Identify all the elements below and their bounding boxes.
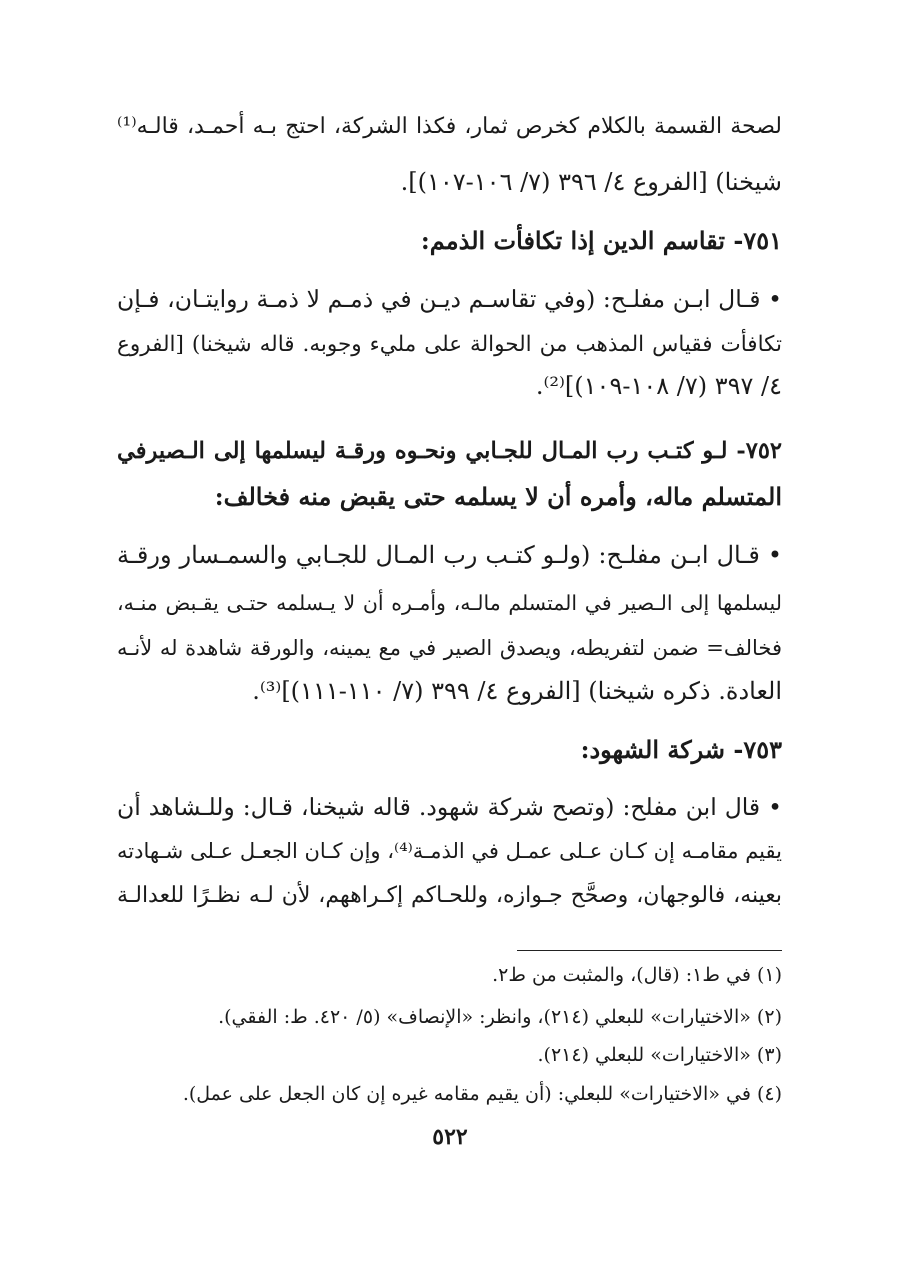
paragraph-line: • قـال ابـن مفلـح: (ولـو كتـب رب المـال للجـابي والسمـسار ورقـة bbox=[117, 541, 782, 569]
paragraph-line: شيخنا) [الفروع ٤/ ٣٩٦ (٧/ ١٠٦-١٠٧)]. bbox=[400, 168, 782, 196]
footnote-2: (٢) «الاختيارات» للبعلي (٢١٤)، وانظر: «الإنصاف» (٥/ ٤٢٠. ط: الفقي). bbox=[218, 1006, 782, 1028]
paragraph-line: بعينه، فالوجهان، وصحَّح جـوازه، وللحـاكم إكـراههم، لأن لـه نظـرًا للعدالـة bbox=[117, 883, 782, 908]
paragraph-line: لصحة القسمة بالكلام كخرص ثمار، فكذا الشركة، احتج بـه أحمـد، قالـه⁽¹⁾ bbox=[117, 114, 782, 139]
paragraph-line: فخالف= ضمن لتفريطه، ويصدق الصير في مع يمينه، والورقة شاهدة له لأنـه bbox=[117, 636, 782, 660]
section-heading-753: ٧٥٣- شركة الشهود: bbox=[580, 735, 782, 764]
footnote-1: (١) في ط١: (قال)، والمثبت من ط٢. bbox=[492, 964, 782, 986]
footnote-4: (٤) في «الاختيارات» للبعلي: (أن يقيم مقامه غيره إن كان الجعل على عمل). bbox=[182, 1083, 782, 1105]
section-heading-752-cont: المتسلم ماله، وأمره أن لا يسلمه حتى يقبض منه فخالف: bbox=[214, 482, 782, 511]
paragraph-line: ٤/ ٣٩٧ (٧/ ١٠٨-١٠٩)]⁽²⁾. bbox=[535, 372, 782, 400]
paragraph-line: يقيم مقامـه إن كـان عـلى عمـل في الذمـة⁽⁴⁾، وإن كـان الجعـل عـلى شـهادته bbox=[117, 839, 782, 863]
paragraph-line: العادة. ذكره شيخنا) [الفروع ٤/ ٣٩٩ (٧/ ١١٠-١١١)]⁽³⁾. bbox=[252, 677, 782, 705]
paragraph-line: • قال ابن مفلح: (وتصح شركة شهود. قاله شيخنا، قـال: وللـشاهد أن bbox=[117, 793, 782, 821]
paragraph-line: تكافأت فقياس المذهب من الحوالة على مليء وجوبه. قاله شيخنا) [الفروع bbox=[117, 332, 782, 357]
page-number: ٥٢٢ bbox=[432, 1124, 468, 1150]
footnote-separator bbox=[517, 950, 782, 951]
paragraph-line: • قـال ابـن مفلـح: (وفي تقاسـم ديـن في ذمـم لا ذمـة روايتـان، فـإن bbox=[117, 285, 782, 313]
section-heading-751: ٧٥١- تقاسم الدين إذا تكافأت الذمم: bbox=[420, 226, 782, 255]
section-heading-752: ٧٥٢- لـو كتـب رب المـال للجـابي ونحـوه ورقـة ليسلمها إلى الـصيرفي bbox=[117, 438, 782, 464]
paragraph-line: ليسلمها إلى الـصير في المتسلم مالـه، وأمـره أن لا يـسلمه حتـى يقـبض منـه، bbox=[117, 591, 782, 615]
footnote-3: (٣) «الاختيارات» للبعلي (٢١٤). bbox=[537, 1044, 782, 1066]
